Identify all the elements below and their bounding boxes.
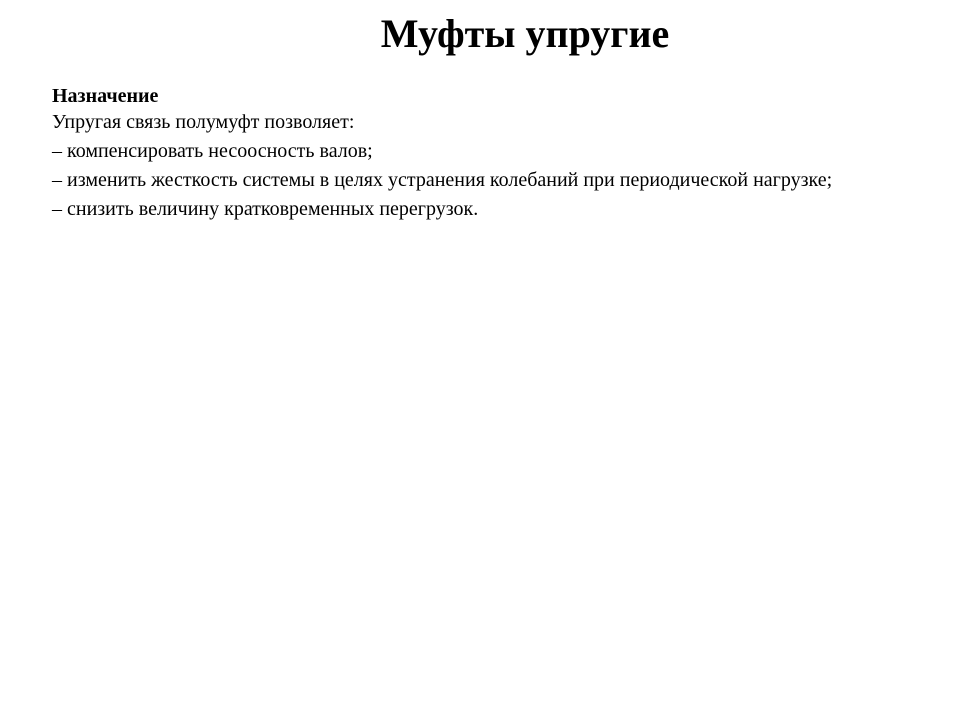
section-heading: Назначение bbox=[52, 85, 159, 107]
list-item: – компенсировать несоосность валов; bbox=[52, 140, 373, 162]
slide-title: Муфты упругие bbox=[380, 11, 670, 56]
slide-body bbox=[52, 84, 948, 224]
intro-text: Упругая связь полумуфт позволяет: bbox=[52, 111, 355, 133]
list-item: – снизить величину кратковременных перегрузок. bbox=[52, 198, 479, 220]
list-item: – изменить жесткость системы в целях устранения колебаний при периодической нагрузке; bbox=[52, 169, 833, 191]
